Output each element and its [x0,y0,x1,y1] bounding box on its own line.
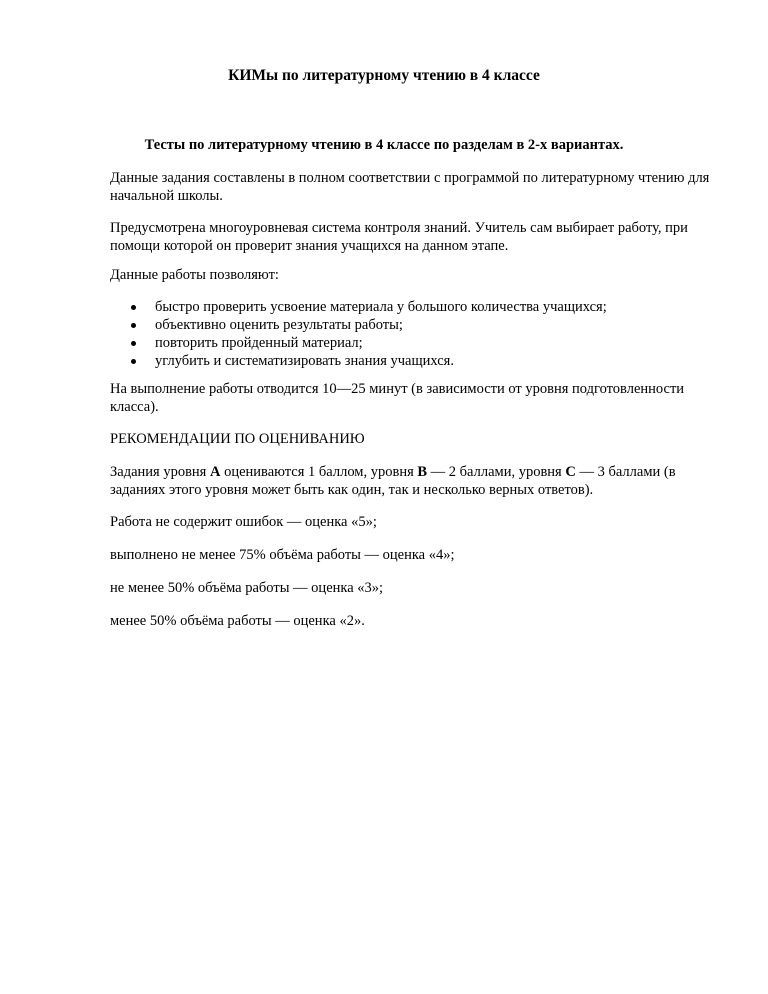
list-item-text: объективно оценить результаты работы; [155,317,403,333]
list-item [110,352,710,370]
control-system-paragraph: Предусмотрена многоуровневая система контроля знаний. Учитель сам выбирает работу, при помощи которой он проверит знания учащихся на данном этапе. [110,220,688,254]
document-title: КИМы по литературному чтению в 4 классе [228,67,540,84]
grade-2-line: менее 50% объёма работы — оценка «2». [110,613,365,629]
list-item [110,298,710,316]
allows-paragraph: Данные работы позволяют: [110,267,279,283]
levels-text: — 3 баллами (в заданиях этого уровня может быть как один, так и несколько верных ответов). [110,464,676,498]
level-a-label: А [209,464,221,480]
level-c-label: С [565,464,576,480]
levels-text: Задания уровня [110,464,210,480]
list-item-text: углубить и систематизировать знания учащихся. [155,353,454,369]
bullet-icon [131,323,136,328]
bullet-icon [131,359,136,364]
list-item-text: повторить пройденный материал; [155,335,363,351]
level-b-label: В [417,464,428,480]
grade-5-line: Работа не содержит ошибок — оценка «5»; [110,514,377,530]
grade-3-line: не менее 50% объёма работы — оценка «3»; [110,580,384,596]
duration-paragraph: На выполнение работы отводится 10—25 минут (в зависимости от уровня подготовленности класса). [110,381,685,415]
levels-text: — 2 баллами, уровня [427,464,566,480]
list-item [110,316,710,334]
levels-paragraph [110,463,710,499]
intro-paragraph: Данные задания составлены в полном соответствии с программой по литературному чтению для начальной школы. [110,170,710,204]
grade-4-line: выполнено не менее 75% объёма работы — оценка «4»; [110,547,455,563]
bullet-icon [131,305,136,310]
document-subtitle: Тесты по литературному чтению в 4 классе по разделам в 2-х вариантах. [144,137,624,153]
bullet-icon [131,341,136,346]
levels-text: оцениваются 1 баллом, уровня [220,464,418,480]
list-item [110,334,710,352]
list-item-text: быстро проверить усвоение материала у большого количества учащихся; [155,299,607,315]
section-heading: РЕКОМЕНДАЦИИ ПО ОЦЕНИВАНИЮ [110,431,365,447]
benefits-list [110,298,710,370]
